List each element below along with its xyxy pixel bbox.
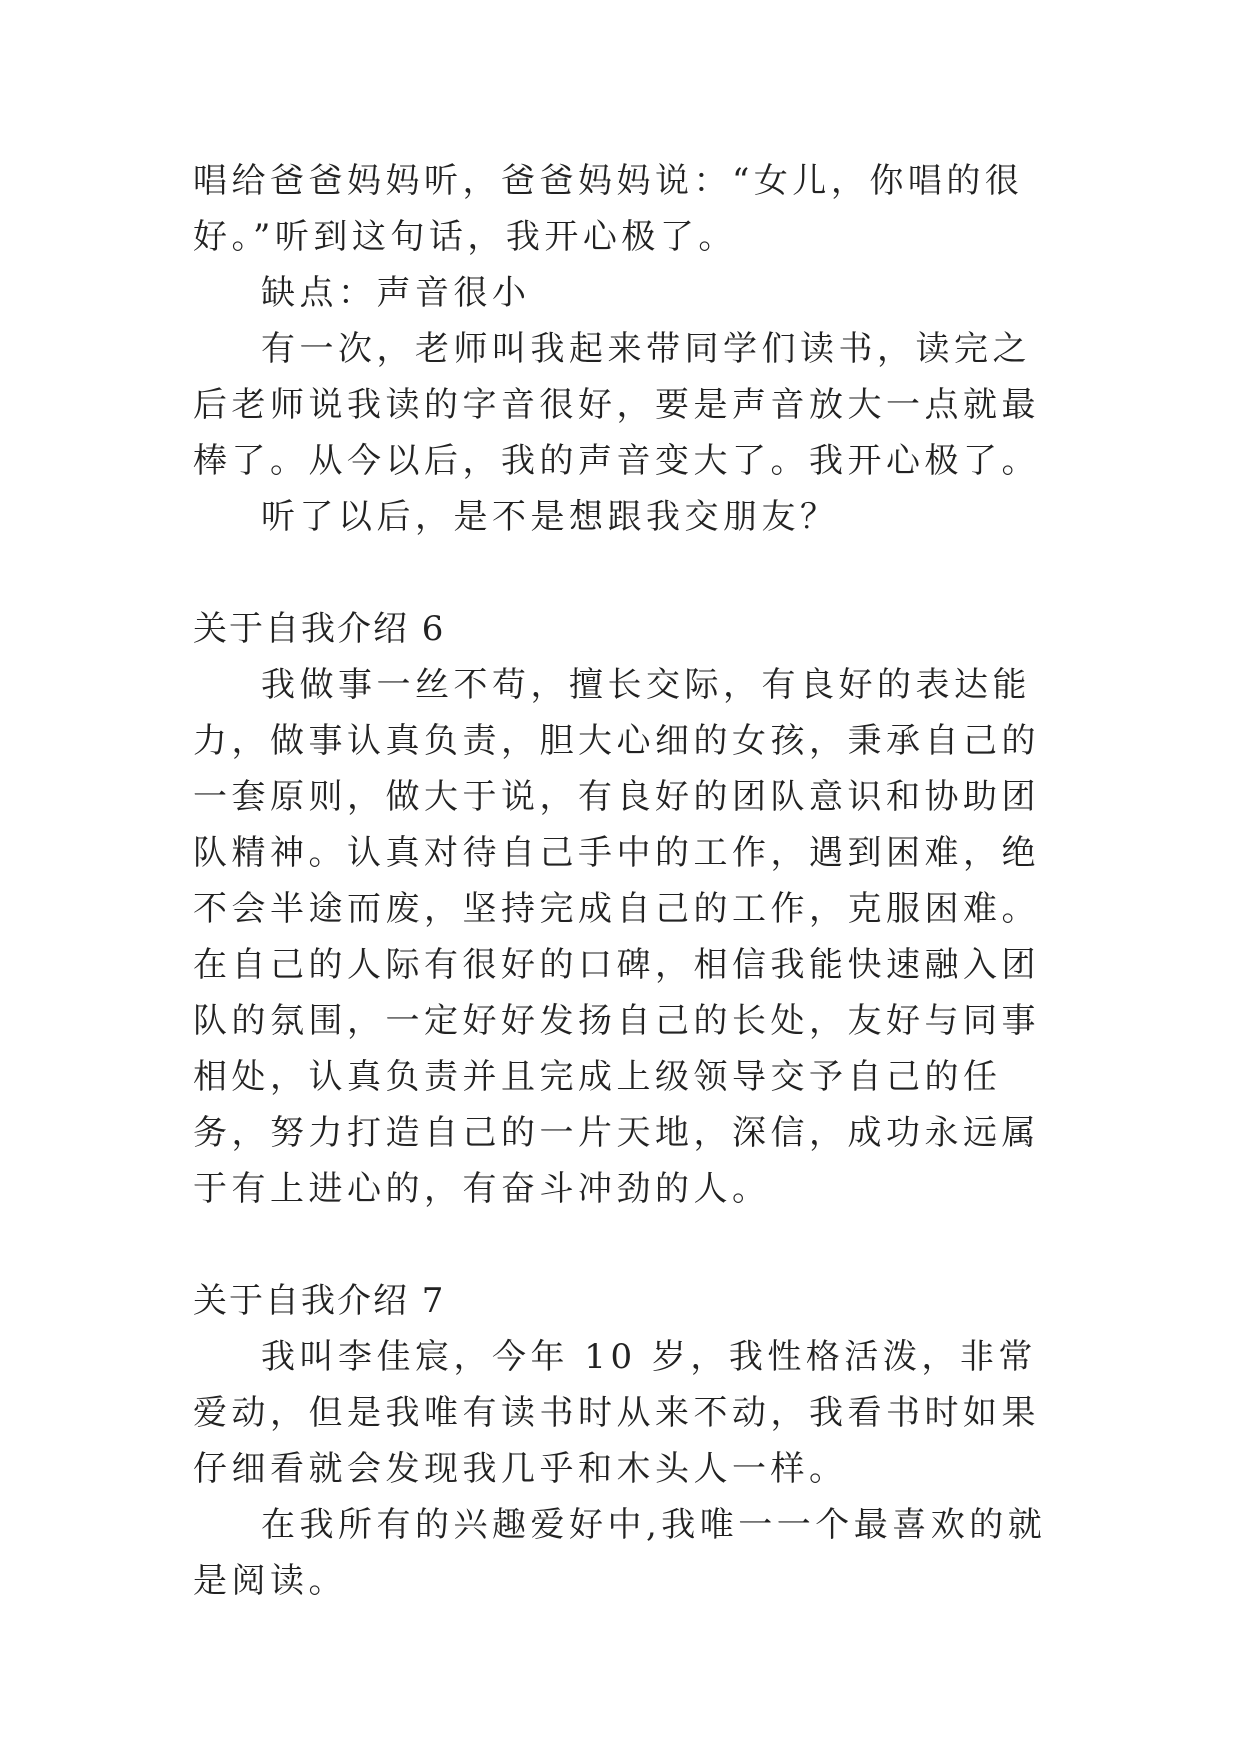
section-heading-7: 关于自我介绍 7 [193,1281,446,1321]
document-body [193,153,1053,1609]
paragraph-closing-question: 听了以后，是不是想跟我交朋友？ [261,497,839,537]
paragraph-intro-7: 我叫李佳宸，今年 10 岁，我性格活泼，非常爱动，但是我唯有读书时从来不动，我看书时如果仔细看就会发现我几乎和木头人一样。 [193,1337,1040,1489]
paragraph-story: 有一次，老师叫我起来带同学们读书，读完之后老师说我读的字音很好，要是声音放大一点就最棒了。从今以后，我的声音变大了。我开心极了。 [193,329,1040,481]
paragraph-shortcoming-title: 缺点：声音很小 [261,273,531,313]
paragraph-continuation: 唱给爸爸妈妈听，爸爸妈妈说：“女儿，你唱的很好。”听到这句话，我开心极了。 [193,161,1024,257]
paragraph-intro-6: 我做事一丝不苟，擅长交际，有良好的表达能力，做事认真负责，胆大心细的女孩，秉承自己的一套原则，做大于说，有良好的团队意识和协助团队精神。认真对待自己手中的工作，遇到困难，绝不会半途而废，坚持完成自己的工作，克服困难。在自己的人际有很好的口碑，相信我能快速融入团队的氛围，一定好好发扬自己的长处，友好与同事相处，认真负责并且完成上级领导交予自己的任务，努力打造自己的一片天地，深信，成功永远属于有上进心的，有奋斗冲劲的人。 [193,665,1040,1209]
paragraph-hobby: 在我所有的兴趣爱好中,我唯一一个最喜欢的就是阅读。 [193,1505,1047,1601]
section-heading-6: 关于自我介绍 6 [193,609,446,649]
